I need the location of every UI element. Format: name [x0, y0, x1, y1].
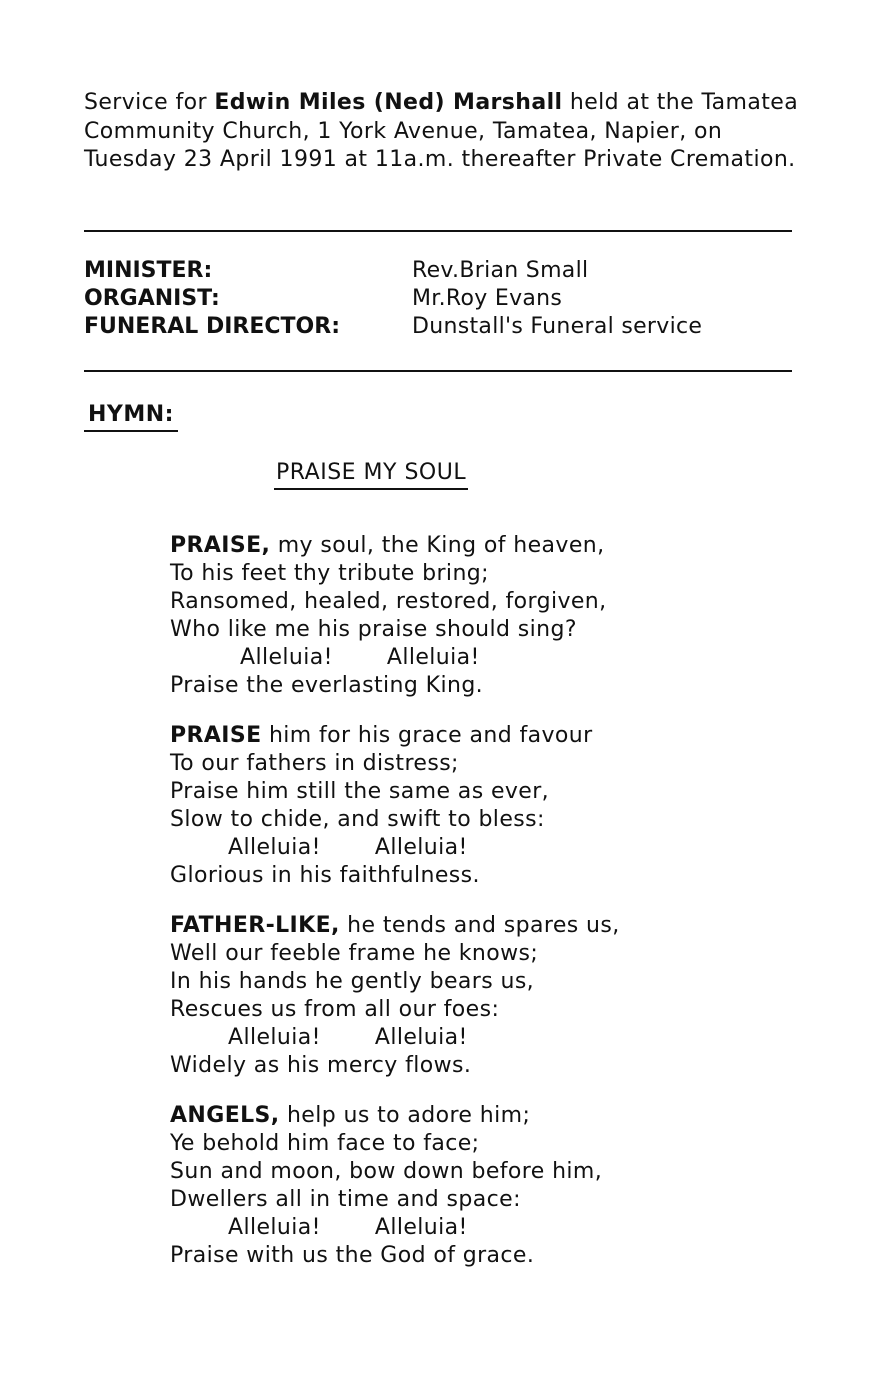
verse-first-word: PRAISE,	[170, 533, 271, 558]
hymn-label: HYMN:	[84, 402, 178, 432]
alleluia-word: Alleluia!	[374, 835, 468, 860]
alleluia-line	[170, 644, 790, 672]
credit-role: ORGANIST:	[84, 286, 220, 311]
credit-row-organist	[84, 285, 702, 313]
hymn-title: PRAISE MY SOUL	[274, 460, 468, 490]
verse-line: In his hands he gently bears us,	[170, 969, 535, 994]
hymn-verses	[170, 532, 790, 1292]
verse-first-line	[170, 532, 790, 560]
verse-first-line	[170, 722, 790, 750]
credit-role: MINISTER:	[84, 258, 213, 283]
alleluia-line	[170, 1214, 790, 1242]
verse-first-line	[170, 1102, 790, 1130]
verse-1	[170, 532, 790, 700]
verse-line: Ransomed, healed, restored, forgiven,	[170, 589, 607, 614]
verse-2	[170, 722, 790, 890]
verse-last-line: Praise the everlasting King.	[170, 673, 484, 698]
verse-first-word: FATHER-LIKE,	[170, 913, 340, 938]
credit-row-minister	[84, 257, 702, 285]
verse-line: Who like me his praise should sing?	[170, 617, 577, 642]
intro-details-text: held at the Tamatea Community Church, 1 York Avenue, Tamatea, Napier, on Tuesday 23 April 1991 at 11a.m. thereafter Private Cremation.	[84, 90, 799, 172]
service-intro	[84, 89, 804, 175]
intro-lead-text: Service for	[84, 90, 215, 115]
alleluia-line	[170, 1024, 790, 1052]
verse-line: Rescues us from all our foes:	[170, 997, 500, 1022]
verse-line: Slow to chide, and swift to bless:	[170, 807, 545, 832]
verse-first-line-rest: him for his grace and favour	[261, 723, 593, 748]
verse-line: Praise him still the same as ever,	[170, 779, 550, 804]
alleluia-word: Alleluia!	[374, 1025, 468, 1050]
verse-line: Ye behold him face to face;	[170, 1131, 480, 1156]
alleluia-word: Alleluia!	[240, 645, 333, 670]
verse-first-line-rest: my soul, the King of heaven,	[270, 533, 605, 558]
verse-first-line-rest: he tends and spares us,	[339, 913, 620, 938]
alleluia-word: Alleluia!	[386, 645, 480, 670]
verse-first-word: ANGELS,	[170, 1103, 280, 1128]
verse-line: Sun and moon, bow down before him,	[170, 1159, 603, 1184]
verse-line: Dwellers all in time and space:	[170, 1187, 521, 1212]
alleluia-word: Alleluia!	[228, 835, 321, 860]
credit-row-funeral-director	[84, 313, 702, 341]
verse-last-line: Widely as his mercy flows.	[170, 1053, 472, 1078]
credit-name: Rev.Brian Small	[412, 258, 589, 283]
divider-top	[84, 230, 792, 232]
credit-role: FUNERAL DIRECTOR:	[84, 314, 340, 339]
service-credits	[84, 257, 702, 341]
alleluia-line	[170, 834, 790, 862]
verse-line: To our fathers in distress;	[170, 751, 459, 776]
alleluia-word: Alleluia!	[228, 1215, 321, 1240]
verse-first-line-rest: help us to adore him;	[279, 1103, 531, 1128]
verse-line: Well our feeble frame he knows;	[170, 941, 539, 966]
verse-3	[170, 912, 790, 1080]
verse-first-line	[170, 912, 790, 940]
verse-first-word: PRAISE	[170, 723, 262, 748]
alleluia-word: Alleluia!	[228, 1025, 321, 1050]
verse-last-line: Glorious in his faithfulness.	[170, 863, 480, 888]
verse-line: To his feet thy tribute bring;	[170, 561, 489, 586]
alleluia-word: Alleluia!	[374, 1215, 468, 1240]
verse-last-line: Praise with us the God of grace.	[170, 1243, 535, 1268]
credit-name: Dunstall's Funeral service	[412, 314, 703, 339]
verse-4	[170, 1102, 790, 1270]
divider-bottom	[84, 370, 792, 372]
deceased-name: Edwin Miles (Ned) Marshall	[214, 90, 563, 115]
credit-name: Mr.Roy Evans	[412, 286, 563, 311]
